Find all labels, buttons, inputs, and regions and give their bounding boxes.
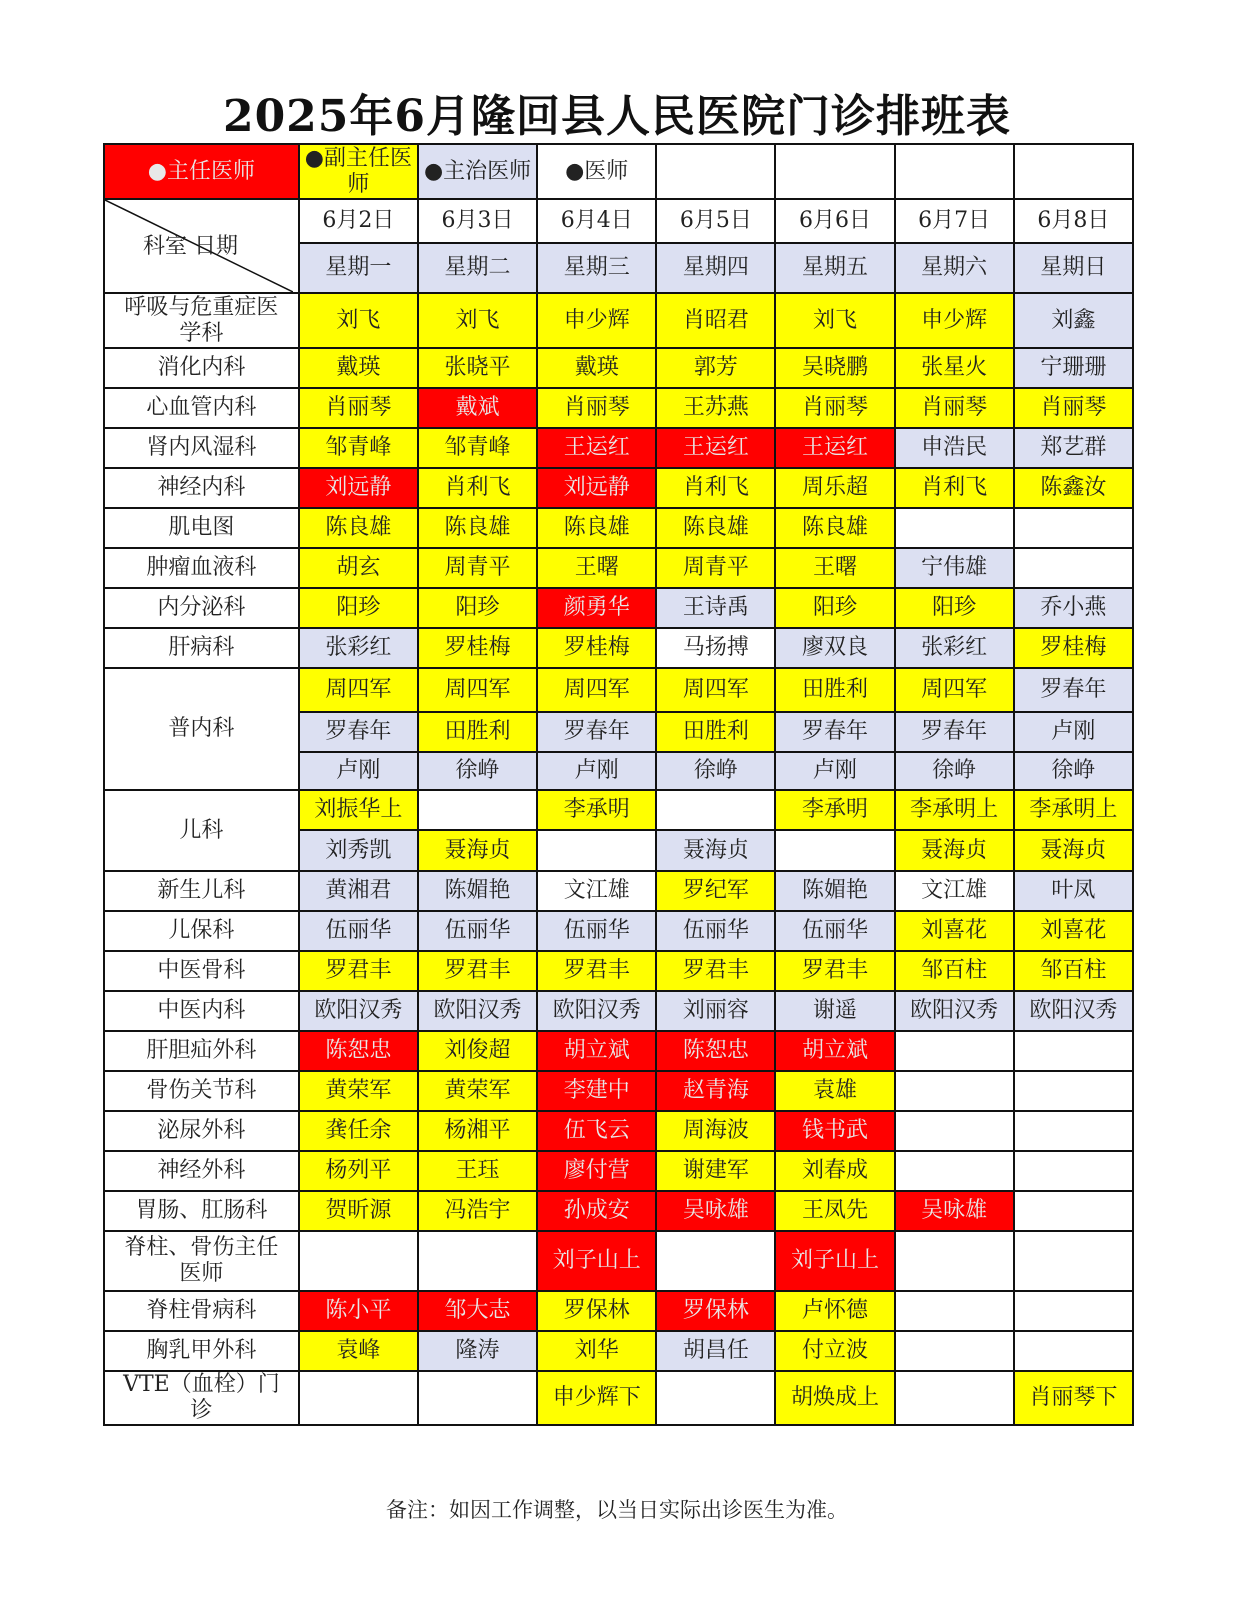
doctor-cell: 廖双良 [775, 628, 894, 668]
doctor-cell: 黄湘君 [299, 871, 418, 911]
doctor-cell: 罗桂梅 [537, 628, 656, 668]
table-row [104, 1291, 1133, 1331]
doctor-cell: 钱书武 [775, 1111, 894, 1151]
table-row [104, 790, 1133, 830]
doctor-cell: 肖丽琴 [895, 388, 1014, 428]
doctor-cell: 罗君丰 [656, 951, 775, 991]
table-row [104, 871, 1133, 911]
doctor-cell: 刘振华上 [299, 790, 418, 830]
doctor-cell: 卢怀德 [775, 1291, 894, 1331]
doctor-cell: 申少辉下 [537, 1371, 656, 1425]
doctor-cell: 周四军 [299, 668, 418, 712]
table-row [104, 1371, 1133, 1425]
header-corner [104, 199, 299, 293]
doctor-cell: 阳珍 [895, 588, 1014, 628]
doctor-cell: 肖利飞 [418, 468, 537, 508]
legend-1: ●副主任医师 [299, 144, 418, 199]
weekday-cell: 星期三 [537, 243, 656, 293]
doctor-cell: 卢刚 [299, 752, 418, 790]
doctor-cell: 李建中 [537, 1071, 656, 1111]
weekday-cell: 星期六 [895, 243, 1014, 293]
doctor-cell: 罗保林 [537, 1291, 656, 1331]
doctor-cell [418, 790, 537, 830]
doctor-cell: 卢刚 [775, 752, 894, 790]
table-row [104, 293, 1133, 348]
doctor-cell: 邹百柱 [1014, 951, 1133, 991]
table-row [104, 588, 1133, 628]
doctor-cell [656, 790, 775, 830]
table-row [104, 428, 1133, 468]
doctor-cell: 伍丽华 [775, 911, 894, 951]
table-row [104, 911, 1133, 951]
doctor-cell: 罗纪军 [656, 871, 775, 911]
doctor-cell: 聂海贞 [895, 830, 1014, 871]
table-row [104, 348, 1133, 388]
legend-empty [895, 144, 1014, 199]
doctor-cell: 王曙 [775, 548, 894, 588]
doctor-cell: 戴斌 [418, 388, 537, 428]
table-row [104, 1031, 1133, 1071]
doctor-cell: 杨列平 [299, 1151, 418, 1191]
doctor-cell: 罗保林 [656, 1291, 775, 1331]
doctor-cell: 张彩红 [299, 628, 418, 668]
doctor-cell: 陈良雄 [656, 508, 775, 548]
doctor-cell: 卢刚 [1014, 712, 1133, 752]
doctor-cell: 伍飞云 [537, 1111, 656, 1151]
department-name: 肿瘤血液科 [104, 548, 299, 588]
doctor-cell: 袁雄 [775, 1071, 894, 1111]
doctor-cell: 田胜利 [656, 712, 775, 752]
doctor-cell: 申少辉 [895, 293, 1014, 348]
doctor-cell: 胡立斌 [775, 1031, 894, 1071]
department-name: 肝胆疝外科 [104, 1031, 299, 1071]
doctor-cell [895, 1371, 1014, 1425]
department-name: VTE（血栓）门诊 [104, 1371, 299, 1425]
legend-empty [1014, 144, 1133, 199]
table-row [104, 1151, 1133, 1191]
doctor-cell: 聂海贞 [418, 830, 537, 871]
schedule-table [103, 143, 1134, 1426]
doctor-cell: 胡玄 [299, 548, 418, 588]
header-corner-label: 科室 日期 [143, 234, 238, 259]
department-name: 神经外科 [104, 1151, 299, 1191]
doctor-cell: 付立波 [775, 1331, 894, 1371]
department-name: 骨伤关节科 [104, 1071, 299, 1111]
doctor-cell: 罗春年 [895, 712, 1014, 752]
doctor-cell: 刘远静 [299, 468, 418, 508]
doctor-cell [1014, 1191, 1133, 1231]
legend-empty [775, 144, 894, 199]
doctor-cell: 伍丽华 [418, 911, 537, 951]
doctor-cell: 陈恕忠 [299, 1031, 418, 1071]
doctor-cell: 马扬搏 [656, 628, 775, 668]
department-name: 肾内风湿科 [104, 428, 299, 468]
doctor-cell: 刘丽容 [656, 991, 775, 1031]
department-name: 儿保科 [104, 911, 299, 951]
weekday-cell: 星期二 [418, 243, 537, 293]
doctor-cell: 王诗禹 [656, 588, 775, 628]
doctor-cell: 肖丽琴下 [1014, 1371, 1133, 1425]
weekday-cell: 星期四 [656, 243, 775, 293]
department-name: 内分泌科 [104, 588, 299, 628]
doctor-cell: 冯浩宇 [418, 1191, 537, 1231]
table-row [104, 991, 1133, 1031]
department-name: 消化内科 [104, 348, 299, 388]
doctor-cell: 陈恕忠 [656, 1031, 775, 1071]
table-row [104, 388, 1133, 428]
doctor-cell: 阳珍 [418, 588, 537, 628]
department-name: 胸乳甲外科 [104, 1331, 299, 1371]
doctor-cell: 欧阳汉秀 [537, 991, 656, 1031]
doctor-cell: 张彩红 [895, 628, 1014, 668]
doctor-cell: 罗春年 [537, 712, 656, 752]
doctor-cell: 周四军 [895, 668, 1014, 712]
doctor-cell: 颜勇华 [537, 588, 656, 628]
doctor-cell: 罗春年 [1014, 668, 1133, 712]
doctor-cell: 李承明上 [895, 790, 1014, 830]
doctor-cell: 肖丽琴 [299, 388, 418, 428]
department-name: 中医骨科 [104, 951, 299, 991]
table-row [104, 1111, 1133, 1151]
doctor-cell: 刘俊超 [418, 1031, 537, 1071]
department-name: 胃肠、肛肠科 [104, 1191, 299, 1231]
doctor-cell [1014, 1111, 1133, 1151]
page-title: 2025年6月隆回县人民医院门诊排班表 [222, 91, 1012, 142]
doctor-cell [895, 1231, 1014, 1291]
doctor-cell [1014, 1031, 1133, 1071]
doctor-cell: 肖丽琴 [537, 388, 656, 428]
doctor-cell [418, 1371, 537, 1425]
doctor-cell: 伍丽华 [299, 911, 418, 951]
doctor-cell: 黄荣军 [299, 1071, 418, 1111]
doctor-cell: 郑艺群 [1014, 428, 1133, 468]
doctor-cell: 刘喜花 [1014, 911, 1133, 951]
doctor-cell [418, 1231, 537, 1291]
legend-2: ●主治医师 [418, 144, 537, 199]
legend-empty [656, 144, 775, 199]
legend-row [104, 144, 1133, 199]
doctor-cell: 邹青峰 [299, 428, 418, 468]
doctor-cell: 王运红 [656, 428, 775, 468]
doctor-cell: 陈小平 [299, 1291, 418, 1331]
date-cell: 6月3日 [418, 199, 537, 243]
doctor-cell: 田胜利 [775, 668, 894, 712]
department-name: 脊柱、骨伤主任医师 [104, 1231, 299, 1291]
table-row [104, 951, 1133, 991]
doctor-cell: 刘飞 [418, 293, 537, 348]
doctor-cell [895, 1151, 1014, 1191]
doctor-cell: 刘秀凯 [299, 830, 418, 871]
doctor-cell: 宁珊珊 [1014, 348, 1133, 388]
doctor-cell: 阳珍 [775, 588, 894, 628]
doctor-cell: 卢刚 [537, 752, 656, 790]
doctor-cell: 罗君丰 [537, 951, 656, 991]
doctor-cell: 罗春年 [775, 712, 894, 752]
doctor-cell [895, 1071, 1014, 1111]
doctor-cell: 邹百柱 [895, 951, 1014, 991]
doctor-cell: 陈媚艳 [418, 871, 537, 911]
doctor-cell: 肖利飞 [895, 468, 1014, 508]
department-name: 肌电图 [104, 508, 299, 548]
doctor-cell: 李承明 [775, 790, 894, 830]
department-name: 泌尿外科 [104, 1111, 299, 1151]
doctor-cell: 申浩民 [895, 428, 1014, 468]
doctor-cell: 聂海贞 [1014, 830, 1133, 871]
doctor-cell [656, 1231, 775, 1291]
doctor-cell: 吴晓鹏 [775, 348, 894, 388]
doctor-cell: 李承明 [537, 790, 656, 830]
doctor-cell: 肖丽琴 [1014, 388, 1133, 428]
table-row [104, 1071, 1133, 1111]
table-row [104, 668, 1133, 712]
doctor-cell: 谢建军 [656, 1151, 775, 1191]
department-name: 中医内科 [104, 991, 299, 1031]
doctor-cell: 乔小燕 [1014, 588, 1133, 628]
doctor-cell: 周四军 [537, 668, 656, 712]
doctor-cell: 周海波 [656, 1111, 775, 1151]
date-cell: 6月5日 [656, 199, 775, 243]
doctor-cell: 叶凤 [1014, 871, 1133, 911]
date-row [104, 199, 1133, 243]
department-name: 脊柱骨病科 [104, 1291, 299, 1331]
doctor-cell: 宁伟雄 [895, 548, 1014, 588]
doctor-cell [1014, 1071, 1133, 1111]
doctor-cell: 文江雄 [537, 871, 656, 911]
doctor-cell [1014, 1291, 1133, 1331]
table-row [104, 508, 1133, 548]
doctor-cell: 申少辉 [537, 293, 656, 348]
doctor-cell: 罗君丰 [775, 951, 894, 991]
doctor-cell: 杨湘平 [418, 1111, 537, 1151]
doctor-cell: 王曙 [537, 548, 656, 588]
doctor-cell [775, 830, 894, 871]
doctor-cell: 欧阳汉秀 [1014, 991, 1133, 1031]
doctor-cell: 欧阳汉秀 [895, 991, 1014, 1031]
doctor-cell: 周青平 [418, 548, 537, 588]
date-cell: 6月2日 [299, 199, 418, 243]
table-row [104, 548, 1133, 588]
doctor-cell: 刘子山上 [775, 1231, 894, 1291]
department-name: 神经内科 [104, 468, 299, 508]
doctor-cell [895, 1031, 1014, 1071]
doctor-cell: 胡立斌 [537, 1031, 656, 1071]
doctor-cell: 王珏 [418, 1151, 537, 1191]
doctor-cell: 欧阳汉秀 [299, 991, 418, 1031]
doctor-cell: 胡焕成上 [775, 1371, 894, 1425]
department-name: 儿科 [104, 790, 299, 871]
doctor-cell: 郭芳 [656, 348, 775, 388]
doctor-cell [895, 508, 1014, 548]
doctor-cell: 陈良雄 [299, 508, 418, 548]
doctor-cell: 罗春年 [299, 712, 418, 752]
doctor-cell: 周四军 [418, 668, 537, 712]
doctor-cell: 罗君丰 [418, 951, 537, 991]
doctor-cell: 肖丽琴 [775, 388, 894, 428]
doctor-cell: 聂海贞 [656, 830, 775, 871]
department-name: 心血管内科 [104, 388, 299, 428]
doctor-cell: 赵青海 [656, 1071, 775, 1111]
date-cell: 6月4日 [537, 199, 656, 243]
doctor-cell: 周乐超 [775, 468, 894, 508]
doctor-cell [1014, 1231, 1133, 1291]
doctor-cell: 陈鑫汝 [1014, 468, 1133, 508]
doctor-cell: 邹大志 [418, 1291, 537, 1331]
doctor-cell: 刘飞 [775, 293, 894, 348]
doctor-cell: 刘飞 [299, 293, 418, 348]
doctor-cell: 陈良雄 [418, 508, 537, 548]
doctor-cell [1014, 1151, 1133, 1191]
department-name: 肝病科 [104, 628, 299, 668]
doctor-cell: 刘春成 [775, 1151, 894, 1191]
doctor-cell: 周四军 [656, 668, 775, 712]
table-row [104, 1231, 1133, 1291]
doctor-cell: 刘华 [537, 1331, 656, 1371]
doctor-cell [1014, 1331, 1133, 1371]
table-row [104, 628, 1133, 668]
doctor-cell [299, 1231, 418, 1291]
doctor-cell: 刘喜花 [895, 911, 1014, 951]
doctor-cell: 袁峰 [299, 1331, 418, 1371]
doctor-cell: 黄荣军 [418, 1071, 537, 1111]
doctor-cell: 刘鑫 [1014, 293, 1133, 348]
legend-3: ●医师 [537, 144, 656, 199]
doctor-cell: 徐峥 [418, 752, 537, 790]
doctor-cell: 王运红 [537, 428, 656, 468]
table-row [104, 1331, 1133, 1371]
doctor-cell: 肖利飞 [656, 468, 775, 508]
doctor-cell: 刘子山上 [537, 1231, 656, 1291]
doctor-cell [895, 1331, 1014, 1371]
doctor-cell [1014, 508, 1133, 548]
doctor-cell: 罗君丰 [299, 951, 418, 991]
weekday-cell: 星期五 [775, 243, 894, 293]
doctor-cell: 伍丽华 [537, 911, 656, 951]
doctor-cell: 阳珍 [299, 588, 418, 628]
doctor-cell: 谢遥 [775, 991, 894, 1031]
doctor-cell: 贺昕源 [299, 1191, 418, 1231]
doctor-cell: 周青平 [656, 548, 775, 588]
doctor-cell: 廖付营 [537, 1151, 656, 1191]
doctor-cell: 龚任余 [299, 1111, 418, 1151]
doctor-cell [299, 1371, 418, 1425]
doctor-cell: 罗桂梅 [418, 628, 537, 668]
doctor-cell [895, 1291, 1014, 1331]
doctor-cell: 孙成安 [537, 1191, 656, 1231]
doctor-cell: 王苏燕 [656, 388, 775, 428]
doctor-cell: 王凤先 [775, 1191, 894, 1231]
doctor-cell [656, 1371, 775, 1425]
date-cell: 6月8日 [1014, 199, 1133, 243]
doctor-cell: 陈良雄 [537, 508, 656, 548]
doctor-cell: 欧阳汉秀 [418, 991, 537, 1031]
doctor-cell: 徐峥 [656, 752, 775, 790]
doctor-cell: 王运红 [775, 428, 894, 468]
doctor-cell: 徐峥 [1014, 752, 1133, 790]
doctor-cell: 邹青峰 [418, 428, 537, 468]
doctor-cell: 刘远静 [537, 468, 656, 508]
doctor-cell [537, 830, 656, 871]
table-row [104, 468, 1133, 508]
doctor-cell: 吴咏雄 [656, 1191, 775, 1231]
date-cell: 6月6日 [775, 199, 894, 243]
weekday-cell: 星期日 [1014, 243, 1133, 293]
department-name: 普内科 [104, 668, 299, 790]
table-row [104, 1191, 1133, 1231]
department-name: 呼吸与危重症医学科 [104, 293, 299, 348]
weekday-cell: 星期一 [299, 243, 418, 293]
doctor-cell [895, 1111, 1014, 1151]
doctor-cell: 陈良雄 [775, 508, 894, 548]
doctor-cell: 李承明上 [1014, 790, 1133, 830]
doctor-cell: 田胜利 [418, 712, 537, 752]
doctor-cell: 伍丽华 [656, 911, 775, 951]
legend-0: ●主任医师 [104, 144, 299, 199]
doctor-cell: 肖昭君 [656, 293, 775, 348]
doctor-cell: 隆涛 [418, 1331, 537, 1371]
doctor-cell: 张星火 [895, 348, 1014, 388]
doctor-cell: 吴咏雄 [895, 1191, 1014, 1231]
doctor-cell: 张晓平 [418, 348, 537, 388]
footnote: 备注：如因工作调整，以当日实际出诊医生为准。 [386, 1498, 848, 1522]
doctor-cell: 胡昌任 [656, 1331, 775, 1371]
doctor-cell: 徐峥 [895, 752, 1014, 790]
doctor-cell: 陈媚艳 [775, 871, 894, 911]
doctor-cell: 罗桂梅 [1014, 628, 1133, 668]
department-name: 新生儿科 [104, 871, 299, 911]
doctor-cell: 戴瑛 [537, 348, 656, 388]
doctor-cell: 文江雄 [895, 871, 1014, 911]
doctor-cell [1014, 548, 1133, 588]
date-cell: 6月7日 [895, 199, 1014, 243]
doctor-cell: 戴瑛 [299, 348, 418, 388]
